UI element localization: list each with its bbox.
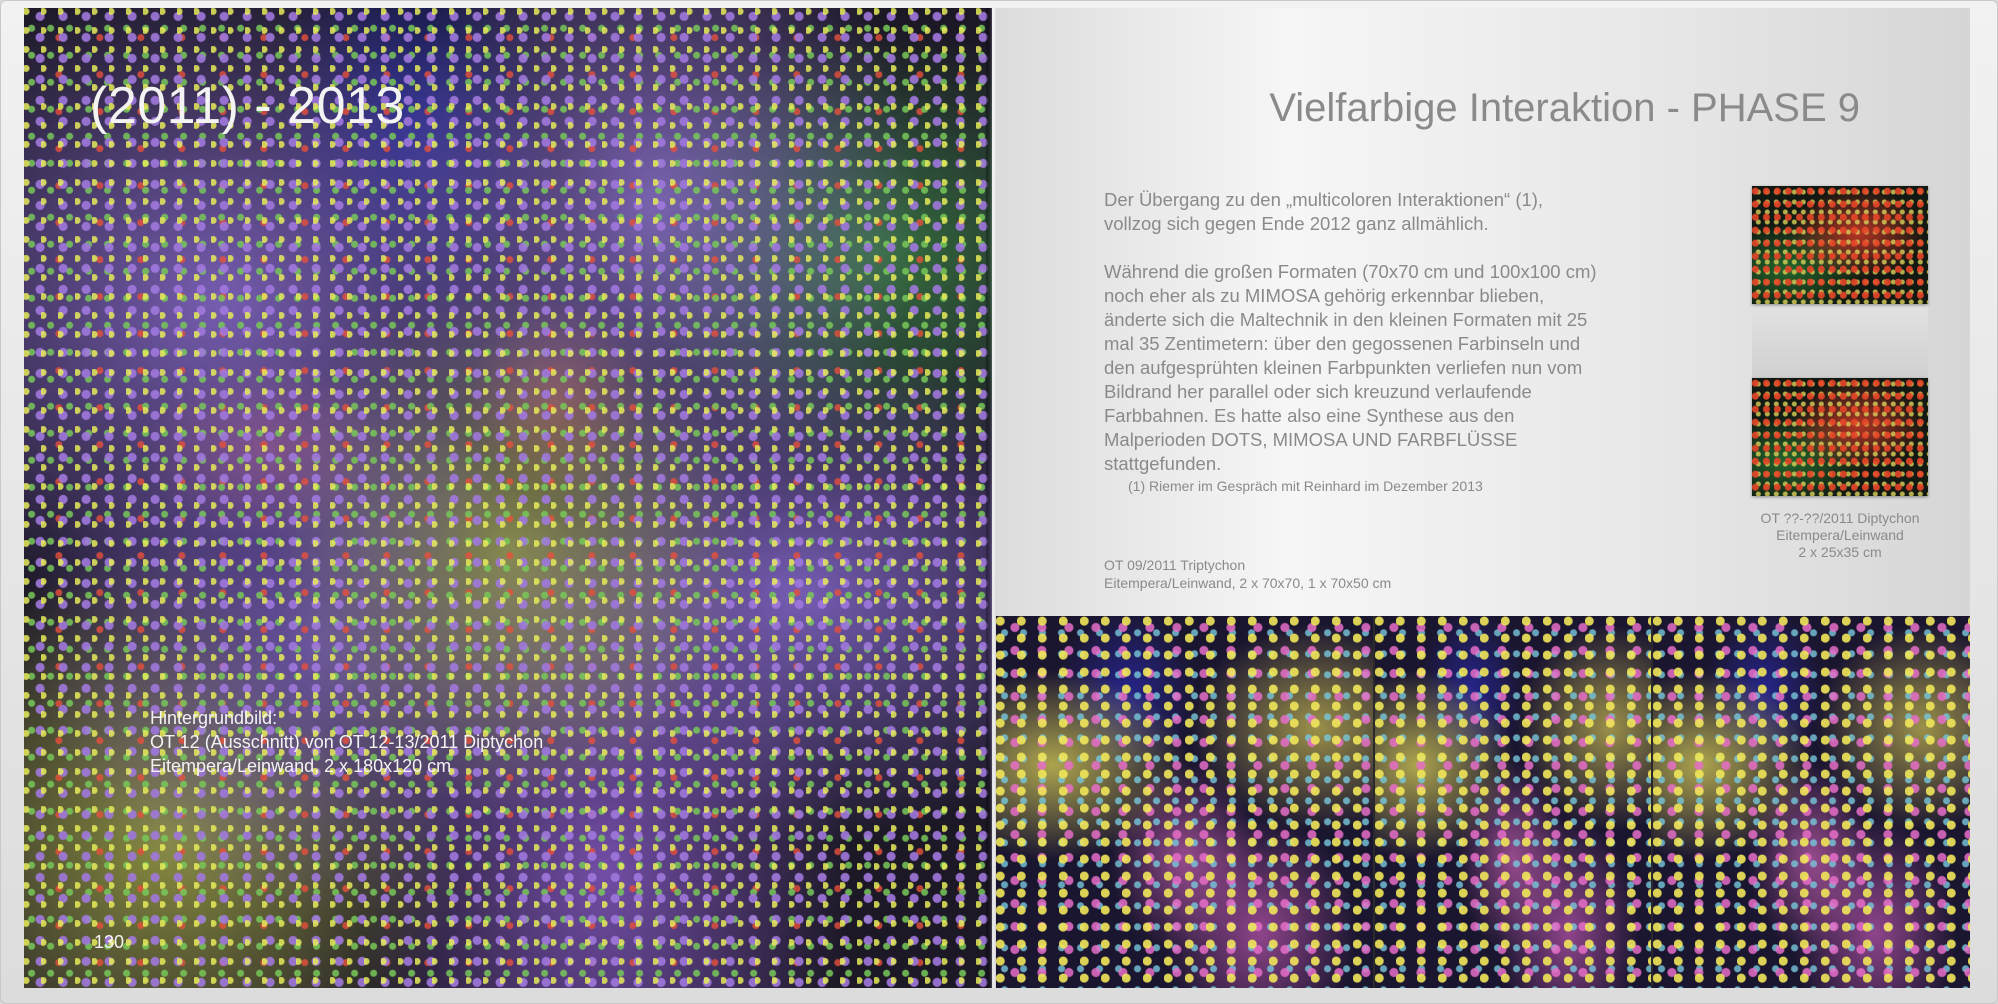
diptych-image [1752,186,1928,496]
triptych-caption-line: Eitempera/Leinwand, 2 x 70x70, 1 x 70x50 cm [1104,575,1392,591]
body-text [1104,188,1604,500]
diptych-caption-line: OT ??-??/2011 Diptychon [1760,510,1920,526]
paragraph: Während die großen Formaten (70x70 cm und 100x100 cm) noch eher als zu MIMOSA gehörig erkennbar blieben, änderte sich die Maltechnik in den kleinen Formaten mit 25 mal 35 Zentimetern: über den gegossenen Farbinseln und den aufgesprühten kleinen Farbpunkten verliefen nun vom Bildrand her parallel oder sich kreuzund verlaufende Farbbahnen. Es hatte also eine Synthese aus den Malperioden DOTS, MIMOSA UND FARBFLÜSSE stattgefunden. [1104,261,1597,474]
paragraph: Der Übergang zu den „multicoloren Interaktionen“ (1), vollzog sich gegen Ende 2012 ganz allmählich. [1104,189,1544,234]
text-panel [996,8,1970,616]
page-title: Vielfarbige Interaktion - PHASE 9 [1269,86,1860,130]
triptych-panel-middle [1375,616,1652,988]
background-caption-line: Hintergrundbild: [150,708,278,728]
left-page [24,8,992,988]
background-caption-line: Eitempera/Leinwand, 2 x 180x120 cm [150,756,452,776]
diptych-panel-bottom [1752,378,1928,496]
footnote: (1) Riemer im Gespräch mit Reinhard im Dezember 2013 [1128,478,1483,494]
right-page [996,8,1970,988]
triptych-image [996,616,1970,988]
diptych-gap [1752,304,1928,378]
page-number: 130 [94,932,125,952]
background-caption [150,706,543,778]
diptych-panel-top [1752,186,1928,304]
triptych-panel-left [996,616,1375,988]
triptych-caption-line: OT 09/2011 Triptychon [1104,557,1246,573]
diptych-caption-line: 2 x 25x35 cm [1798,544,1882,560]
triptych-caption [1104,556,1391,592]
background-caption-line: OT 12 (Ausschnitt) von OT 12-13/2011 Diptychon [150,732,544,752]
era-title: (2011) - 2013 [90,77,405,135]
triptych-panel-right [1653,616,1970,988]
diptych-caption-line: Eitempera/Leinwand [1776,527,1904,543]
background-painting [24,8,992,988]
diptych-caption [1718,510,1962,561]
